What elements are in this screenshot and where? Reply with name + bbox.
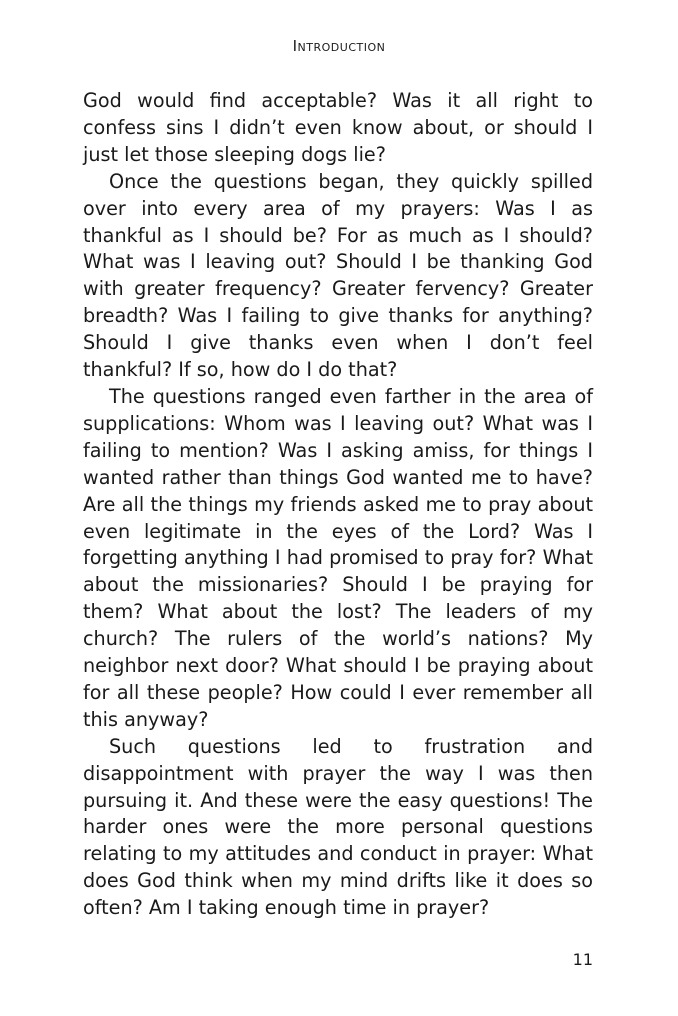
running-head: Introduction [292,37,386,55]
paragraph: Such questions led to frustration and disappointment with prayer the way I was then pursuing it. And these were the easy questions! The harder ones were the more personal questions relating to my attitudes and conduct in prayer: What does God think when my mind drifts like it does so often? Am I taking enough time in prayer? [83,734,593,920]
paragraph: The questions ranged even farther in the area of supplications: Whom was I leaving out? What was I failing to mention? Was I asking amiss, for things I wanted rather than things God wanted me to have? Are all the things my friends asked me to pray about even legitimate in the eyes of the Lord? Was I forgetting anything I had promised to pray for? What about the missionaries? Should I be praying for them? What about the lost? The leaders of my church? The rulers of the world’s nations? My neighbor next door? What should I be praying about for all these people? How could I ever remember all this anyway? [83,384,593,731]
body-text [83,88,593,922]
paragraph: Once the questions began, they quickly spilled over into every area of my prayers: Was I as thankful as I should be? For as much as I should? What was I leaving out? Should I be thanking God with greater frequency? Greater fervency? Greater breadth? Was I failing to give thanks for anything? Should I give thanks even when I don’t feel thankful? If so, how do I do that? [83,169,593,382]
paragraph-continued: God would find acceptable? Was it all right to confess sins I didn’t even know about, or should I just let those sleeping dogs lie? [83,89,593,166]
page-number: 11 [572,950,593,969]
